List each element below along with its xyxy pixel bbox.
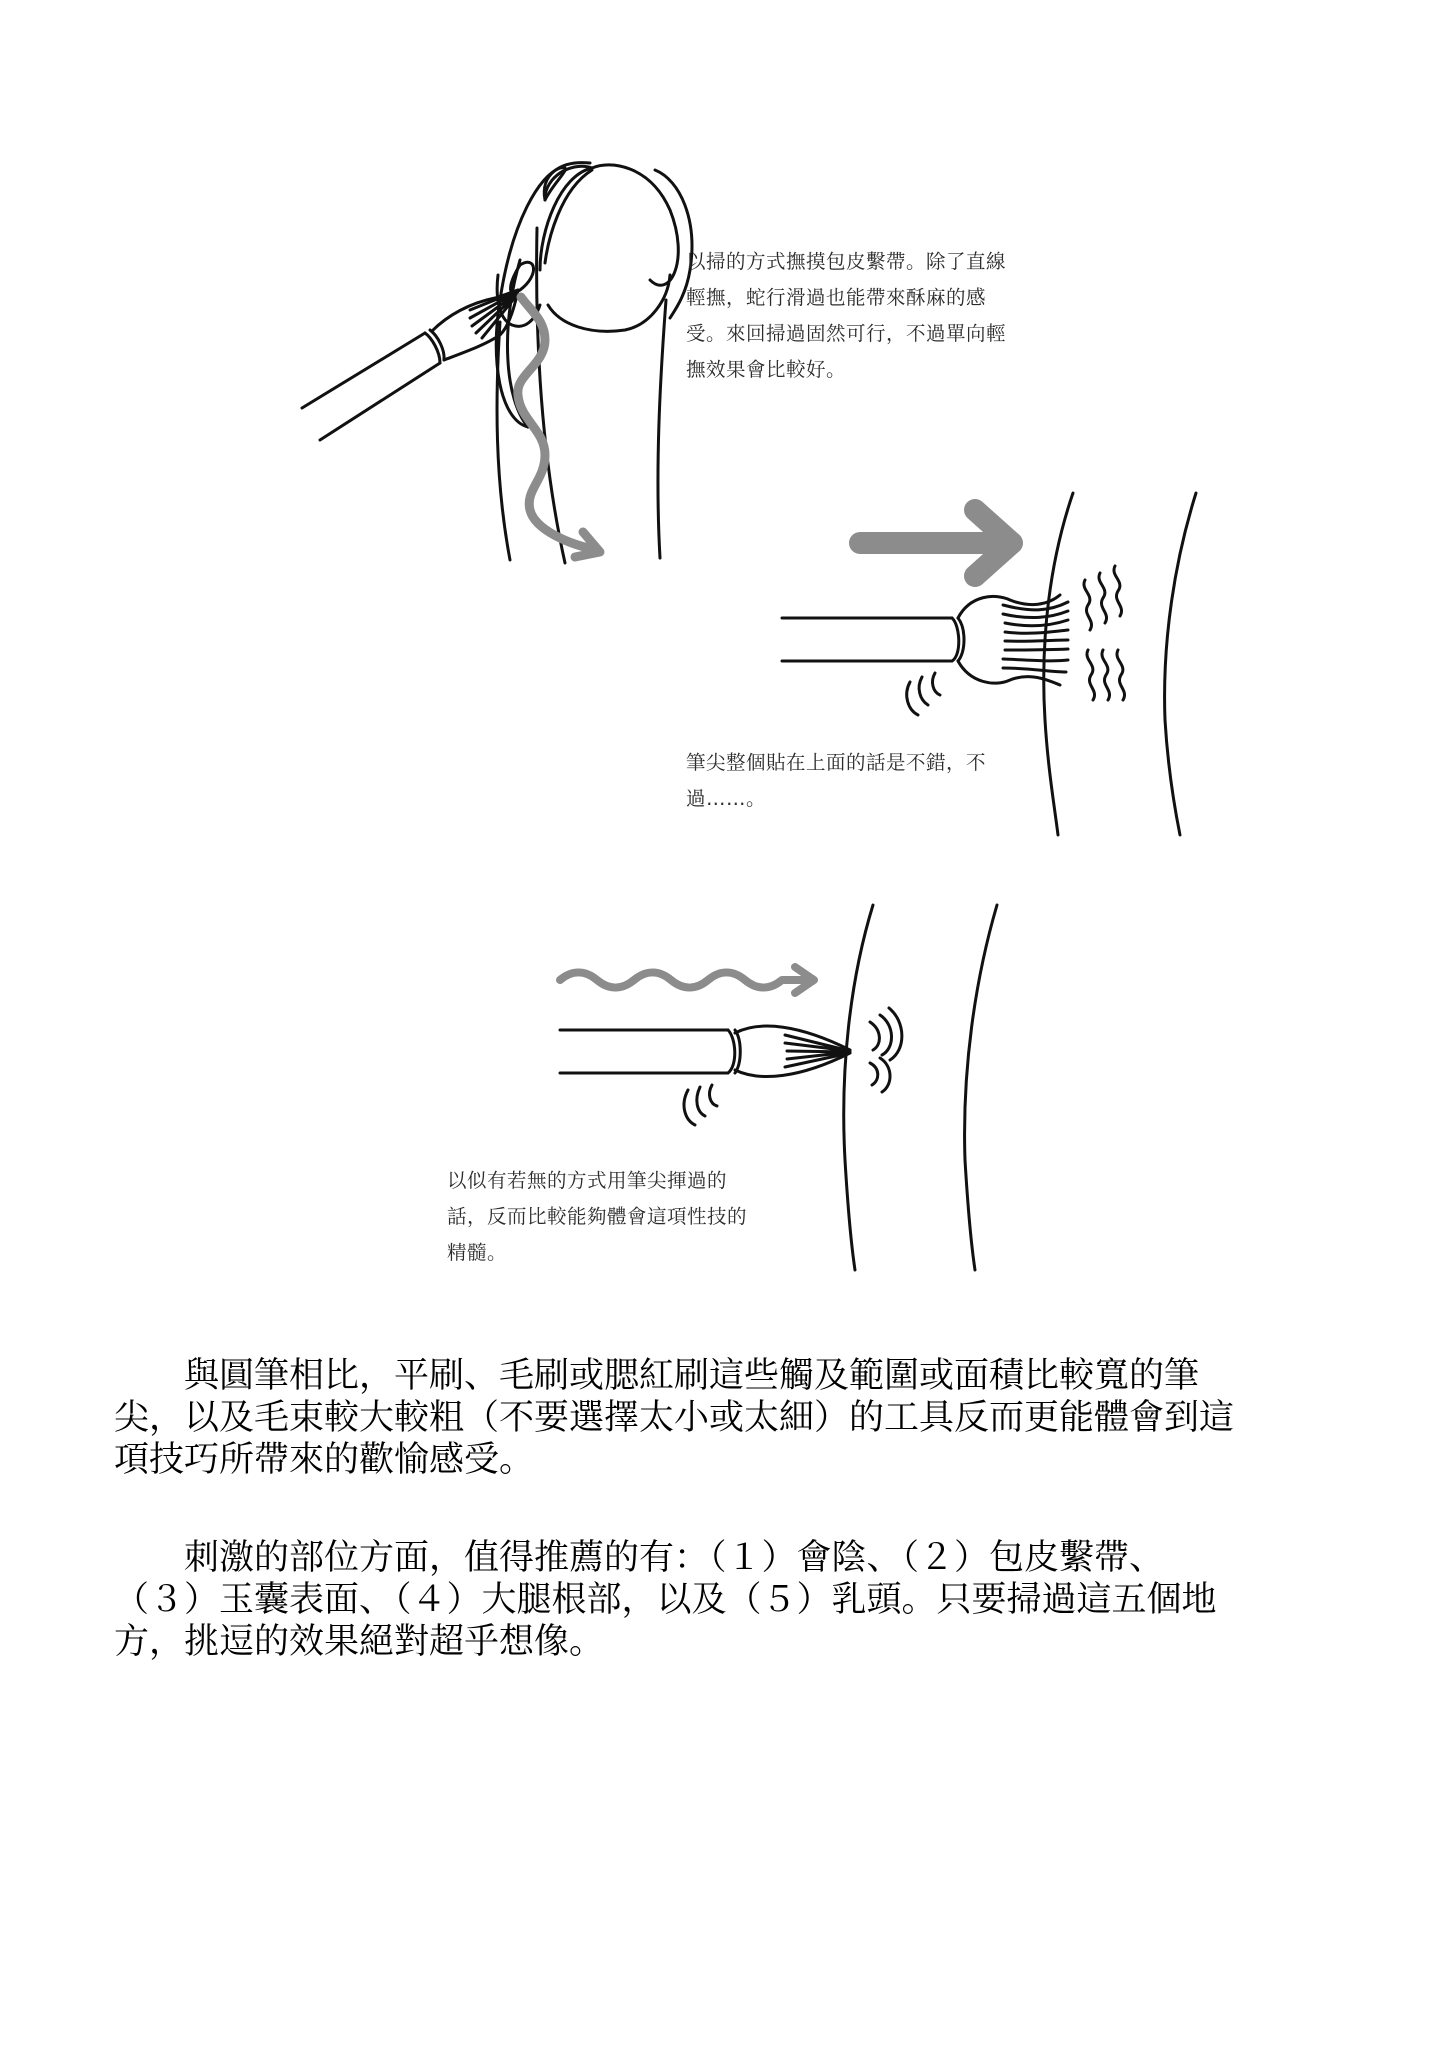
surface-curve-left	[1044, 493, 1073, 835]
brush1-handle-bottom	[320, 363, 440, 440]
illustration-1-art	[302, 163, 692, 563]
caption-line: 撫效果會比較好。	[686, 358, 847, 381]
paragraph-line: 與圓筆相比，平刷、毛刷或腮紅刷這些觸及範圍或面積比較寬的筆	[114, 1356, 1200, 1396]
illustration-1-caption	[686, 244, 1006, 388]
glans-top-outline	[545, 165, 678, 285]
caption-line: 筆尖整個貼在上面的話是不錯，不	[686, 751, 987, 774]
paragraph-line: 項技巧所帶來的歡愉感受。	[114, 1440, 535, 1480]
caption-line: 話，反而比較能夠體會這項性技的	[447, 1205, 748, 1228]
illustration-3-caption	[447, 1163, 747, 1271]
brush1-handle-top	[302, 333, 425, 408]
paragraph-line: 尖，以及毛束較大較粗（不要選擇太小或太細）的工具反而更能體會到這	[114, 1398, 1235, 1438]
illustration-2-caption	[686, 745, 986, 817]
paragraph-line: 刺激的部位方面，值得推薦的有：（１）會陰、（２）包皮繫帶、	[114, 1538, 1165, 1578]
wavy-arrow	[560, 967, 814, 993]
caption-line: 以似有若無的方式用筆尖揮過的	[447, 1169, 728, 1192]
caption-line: 精髓。	[447, 1241, 508, 1264]
surface-curve-right	[965, 905, 997, 1270]
caption-line: 過……。	[686, 787, 767, 810]
bold-straight-arrow	[860, 510, 1012, 576]
paragraph-line: 方，挑逗的效果絕對超乎想像。	[114, 1622, 605, 1662]
shaft-right-outline	[658, 300, 666, 558]
shaft-center-line	[537, 228, 565, 563]
paragraph-line: （３）玉囊表面、（４）大腿根部，以及（５）乳頭。只要掃過這五個地	[114, 1580, 1217, 1620]
caption-line: 輕撫，蛇行滑過也能帶來酥麻的感	[686, 286, 987, 309]
surface-curve-right	[1165, 493, 1196, 835]
body-paragraph-1	[114, 1355, 1344, 1481]
surface-curve-left	[844, 905, 873, 1270]
caption-line: 受。來回掃過固然可行，不過單向輕	[686, 322, 1007, 345]
serpentine-arrow	[518, 297, 598, 550]
body-paragraph-2	[114, 1537, 1344, 1663]
caption-line: 以掃的方式撫摸包皮繫帶。除了直線	[686, 250, 1007, 273]
